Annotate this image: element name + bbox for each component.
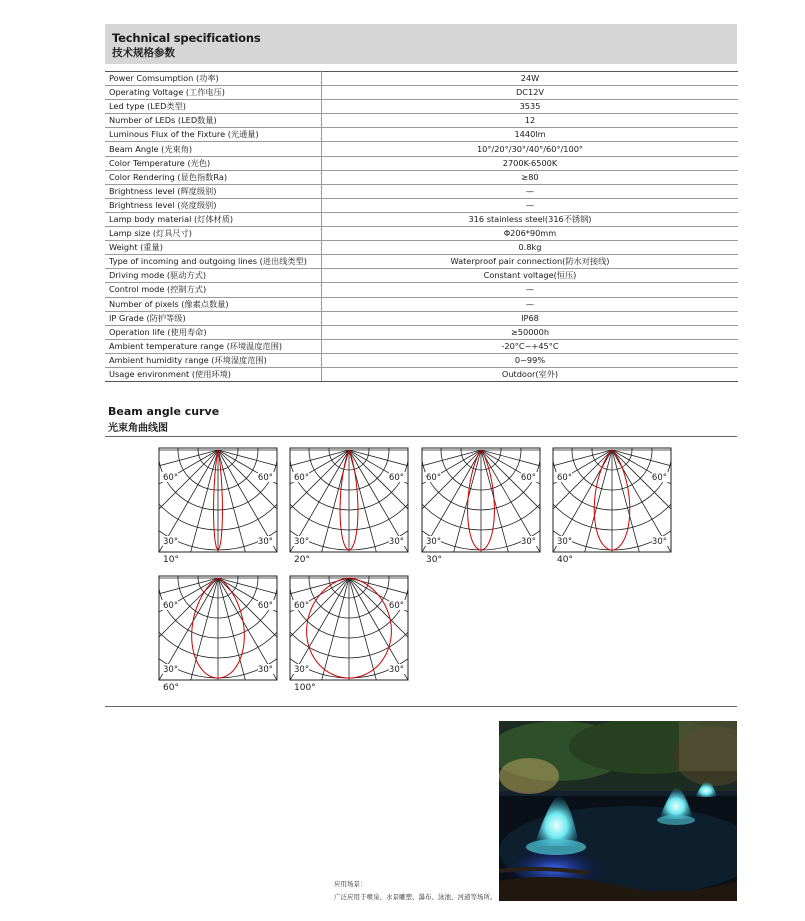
beam-angle-label: 20°	[294, 555, 310, 565]
spec-label: Ambient temperature range (环境温度范围)	[105, 339, 322, 353]
spec-value: 3535	[322, 100, 739, 114]
beam-angle-label: 100°	[294, 683, 316, 693]
spec-label: IP Grade (防护等级)	[105, 311, 322, 325]
spec-row	[105, 339, 738, 353]
spec-row	[105, 297, 738, 311]
spec-label: Operating Voltage (工作电压)	[105, 86, 322, 100]
spec-label: Operation life (使用寿命)	[105, 325, 322, 339]
beam-curve-20	[289, 447, 409, 553]
spec-row	[105, 142, 738, 156]
spec-label: Weight (重量)	[105, 241, 322, 255]
spec-value: 12	[322, 114, 739, 128]
spec-row	[105, 184, 738, 198]
degree-label: 30°	[294, 537, 310, 547]
degree-label: 30°	[388, 537, 404, 547]
beam-angle-label: 30°	[426, 555, 442, 565]
beam-title-en: Beam angle curve	[108, 405, 220, 418]
degree-label: 60°	[651, 473, 667, 483]
spec-row	[105, 367, 738, 381]
degree-label: 30°	[163, 537, 179, 547]
spec-row	[105, 170, 738, 184]
spec-value: 0.8kg	[322, 241, 739, 255]
spec-row	[105, 198, 738, 212]
beam-curve-60	[158, 575, 278, 681]
degree-label: 60°	[257, 473, 273, 483]
degree-label: 30°	[388, 665, 404, 675]
spec-label: Lamp body material (灯体材质)	[105, 212, 322, 226]
spec-title-zh: 技术规格参数	[112, 47, 175, 59]
section-divider-top	[105, 436, 737, 437]
beam-angle-label: 40°	[557, 555, 573, 565]
degree-label: 30°	[257, 665, 273, 675]
spec-label: Number of LEDs (LED数量)	[105, 114, 322, 128]
spec-row	[105, 269, 738, 283]
spec-table	[105, 71, 738, 382]
spec-row	[105, 311, 738, 325]
degree-label: 30°	[163, 665, 179, 675]
spec-value: —	[322, 184, 739, 198]
degree-label: 60°	[557, 473, 573, 483]
spec-value: 0~99%	[322, 353, 739, 367]
degree-label: 30°	[520, 537, 536, 547]
spec-label: Luminous Flux of the Fixture (光通量)	[105, 128, 322, 142]
spec-label: Led type (LED类型)	[105, 100, 322, 114]
spec-value: ≥50000h	[322, 325, 739, 339]
beam-diagram	[158, 575, 278, 681]
spec-header	[105, 24, 737, 64]
application-photo	[499, 721, 737, 901]
degree-label: 60°	[163, 601, 179, 611]
spec-title-en: Technical specifications	[112, 31, 261, 45]
spec-row	[105, 86, 738, 100]
degree-label: 30°	[557, 537, 573, 547]
spec-row	[105, 353, 738, 367]
spec-row	[105, 227, 738, 241]
beam-curve-30	[421, 447, 541, 553]
spec-row	[105, 128, 738, 142]
spec-value: Outdoor(室外)	[322, 367, 739, 381]
spec-label: Brightness level (亮度级别)	[105, 198, 322, 212]
beam-diagram	[552, 447, 672, 553]
degree-label: 60°	[294, 473, 310, 483]
spec-value: IP68	[322, 311, 739, 325]
spec-label: Lamp size (灯具尺寸)	[105, 227, 322, 241]
spec-row	[105, 156, 738, 170]
beam-angle-label: 10°	[163, 555, 179, 565]
spec-label: Usage environment (使用环境)	[105, 367, 322, 381]
degree-label: 60°	[388, 473, 404, 483]
degree-label: 30°	[426, 537, 442, 547]
spec-value: Waterproof pair connection(防水对接线)	[322, 255, 739, 269]
degree-label: 60°	[257, 601, 273, 611]
spec-row	[105, 283, 738, 297]
degree-label: 60°	[426, 473, 442, 483]
spec-label: Beam Angle (光束角)	[105, 142, 322, 156]
spec-value: ≥80	[322, 170, 739, 184]
beam-section-title	[108, 405, 219, 434]
spec-label: Ambient humidity range (环境湿度范围)	[105, 353, 322, 367]
spec-value: Constant voltage(恒压)	[322, 269, 739, 283]
spec-label: Brightness level (辉度级别)	[105, 184, 322, 198]
spec-row	[105, 255, 738, 269]
spec-label: Type of incoming and outgoing lines (进出线类型)	[105, 255, 322, 269]
beam-diagram	[421, 447, 541, 553]
spec-label: Color Rendering (显色指数Ra)	[105, 170, 322, 184]
spec-label: Control mode (控制方式)	[105, 283, 322, 297]
beam-curve-10	[158, 447, 278, 553]
spec-row	[105, 325, 738, 339]
spec-row	[105, 114, 738, 128]
spec-row	[105, 100, 738, 114]
spec-value: —	[322, 198, 739, 212]
spec-label: Driving mode (驱动方式)	[105, 269, 322, 283]
beam-curve-100	[289, 575, 409, 681]
spec-label: Number of pixels (像素点数量)	[105, 297, 322, 311]
degree-label: 60°	[163, 473, 179, 483]
beam-diagram	[289, 447, 409, 553]
beam-angle-label: 60°	[163, 683, 179, 693]
degree-label: 60°	[520, 473, 536, 483]
spec-value: 2700K-6500K	[322, 156, 739, 170]
spec-row	[105, 212, 738, 226]
section-divider-bottom	[105, 706, 737, 707]
spec-label: Power Comsumption (功率)	[105, 72, 322, 86]
degree-label: 30°	[294, 665, 310, 675]
spec-value: —	[322, 297, 739, 311]
spec-value: DC12V	[322, 86, 739, 100]
spec-value: 24W	[322, 72, 739, 86]
beam-title-zh: 光束角曲线图	[108, 423, 168, 434]
application-label: 应用场景：	[334, 880, 367, 888]
spec-label: Color Temperature (光色)	[105, 156, 322, 170]
degree-label: 60°	[388, 601, 404, 611]
spec-value: 10°/20°/30°/40°/60°/100°	[322, 142, 739, 156]
spec-value: -20°C~+45°C	[322, 339, 739, 353]
spec-value: 1440lm	[322, 128, 739, 142]
degree-label: 30°	[651, 537, 667, 547]
spec-row	[105, 241, 738, 255]
beam-curve-40	[552, 447, 672, 553]
spec-value: 316 stainless steel(316不锈钢)	[322, 212, 739, 226]
spec-row	[105, 72, 738, 86]
beam-diagram	[158, 447, 278, 553]
degree-label: 60°	[294, 601, 310, 611]
degree-label: 30°	[257, 537, 273, 547]
spec-value: Φ206*90mm	[322, 227, 739, 241]
beam-diagram	[289, 575, 409, 681]
spec-value: —	[322, 283, 739, 297]
application-text: 广泛应用于喷泉、水景雕塑、瀑布、泳池、河道等场所。	[334, 893, 497, 901]
